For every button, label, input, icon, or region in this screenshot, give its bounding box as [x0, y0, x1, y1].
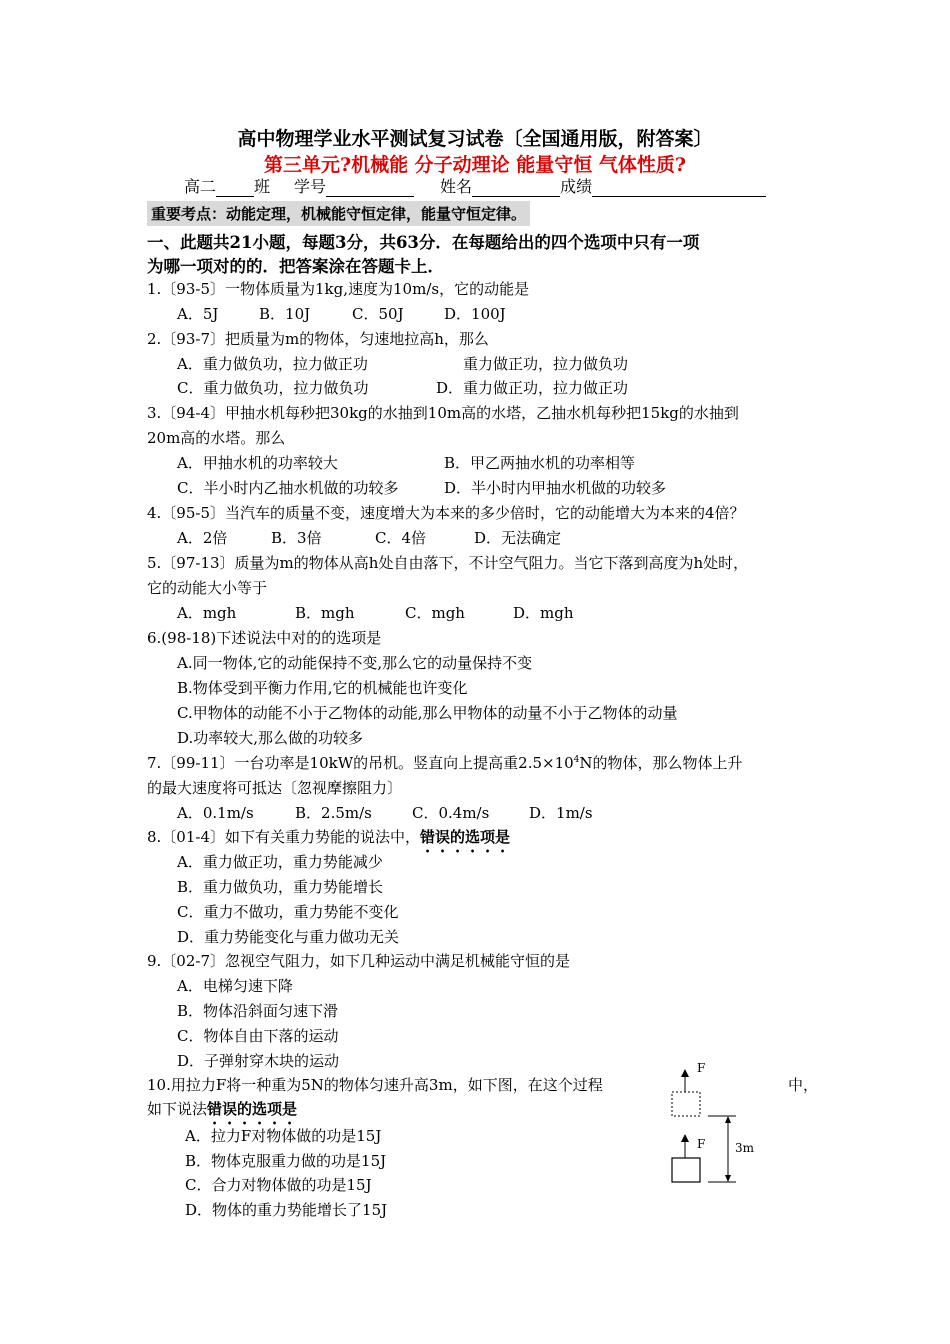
name-blank — [472, 179, 560, 197]
q9-option-c: C．物体自由下落的运动 — [177, 1027, 339, 1045]
section-heading-line1: 一、此题共21小题，每题3分，共63分．在每题给出的四个选项中只有一项 — [147, 233, 700, 252]
q3-stem-line1: 3.〔94-4〕甲抽水机每秒把30kg的水抽到10m高的水塔，乙抽水机每秒把15kg的水抽到 — [147, 404, 739, 422]
q9-option-b: B．物体沿斜面匀速下滑 — [177, 1002, 339, 1020]
q2-option-d: D．重力做正功，拉力做正功 — [436, 379, 629, 397]
height-label: 3m — [735, 1141, 755, 1155]
q1-option-c: C．50J — [352, 305, 404, 323]
q10-emphasis: 错误的选项是 — [207, 1100, 298, 1118]
q6-stem: 6.(98-18)下述说法中对的的选项是 — [147, 629, 382, 647]
q8-option-d: D．重力势能变化与重力做功无关 — [177, 928, 400, 946]
q7-stem-part2: N的物体，那么物体上升 — [579, 754, 743, 772]
force-arrowhead-top — [681, 1069, 689, 1077]
q6-option-d: D.功率较大,那么做的功较多 — [177, 729, 364, 747]
height-arrowhead-up — [725, 1116, 731, 1123]
q5-option-d: D．mgh — [513, 604, 574, 622]
q9-option-a: A．电梯匀速下降 — [177, 977, 293, 995]
q2-option-a: A．重力做负功，拉力做正功 — [177, 355, 368, 373]
q4-option-c: C．4倍 — [375, 529, 427, 547]
block-final-position — [672, 1092, 700, 1116]
student-no-label: 学号 — [294, 177, 327, 196]
q7-option-a: A．0.1m/s — [177, 804, 254, 822]
q7-stem-line2: 的最大速度将可抵达〔忽视摩擦阻力〕 — [147, 779, 403, 797]
q4-option-a: A．2倍 — [177, 529, 228, 547]
q5-option-c: C．mgh — [405, 604, 465, 622]
q10-option-b: B．物体克服重力做的功是15J — [185, 1152, 387, 1170]
q1-option-a: A．5J — [177, 305, 219, 323]
q10-option-d: D．物体的重力势能增长了15J — [185, 1201, 388, 1219]
q10-stem-line1: 10.用拉力F将一种重为5N的物体匀速升高3m，如下图，在这个过程 — [147, 1076, 603, 1094]
force-label-bottom: F — [697, 1137, 706, 1151]
q10-stem-line1-end: 中， — [788, 1076, 819, 1094]
lifting-figure — [660, 1058, 770, 1188]
block-initial-position — [672, 1158, 700, 1182]
q5-option-b: B．mgh — [295, 604, 355, 622]
q6-option-a: A.同一物体,它的动能保持不变,那么它的动量保持不变 — [177, 654, 533, 672]
q8-emphasis: 错误的选项是 — [420, 828, 511, 846]
class-blank — [216, 179, 254, 197]
q2-option-b: 重力做正功，拉力做负功 — [463, 355, 629, 373]
q7-option-b: B．2.5m/s — [295, 804, 372, 822]
q10-stem-line2 — [147, 1098, 297, 1128]
score-label: 成绩 — [560, 177, 593, 196]
q3-option-a: A．甲抽水机的功率较大 — [177, 454, 338, 472]
q4-stem: 4.〔95-5〕当汽车的质量不变，速度增大为本来的多少倍时，它的动能增大为本来的4倍？ — [147, 504, 745, 522]
q3-stem-line2: 20m高的水塔。那么 — [147, 429, 286, 447]
student-info-line — [184, 174, 766, 197]
key-points: 重要考点：动能定理，机械能守恒定律，能量守恒定律。 — [147, 201, 530, 226]
q1-option-b: B．10J — [259, 305, 311, 323]
q7-exponent: 4 — [573, 755, 580, 765]
unit-title: 第三单元?机械能 分子动理论 能量守恒 气体性质? — [263, 154, 687, 176]
q3-option-c: C．半小时内乙抽水机做的功较多 — [177, 479, 399, 497]
q7-stem-line1 — [147, 752, 743, 773]
q8-option-c: C．重力不做功，重力势能不变化 — [177, 903, 399, 921]
q5-option-a: A．mgh — [177, 604, 237, 622]
student-no-blank — [326, 179, 414, 197]
q2-stem: 2.〔93-7〕把质量为m的物体，匀速地拉高h，那么 — [147, 330, 489, 348]
q10-option-a: A．拉力F对物体做的功是15J — [185, 1127, 382, 1145]
q8-option-a: A．重力做正功，重力势能减少 — [177, 853, 383, 871]
force-label-top: F — [697, 1061, 706, 1075]
q10-option-c: C．合力对物体做的功是15J — [185, 1176, 372, 1194]
score-blank — [592, 179, 766, 197]
paper-title: 高中物理学业水平测试复习试卷〔全国通用版，附答案〕 — [237, 128, 713, 150]
q3-option-d: D．半小时内甲抽水机做的功较多 — [444, 479, 667, 497]
q5-stem-line2: 它的动能大小等于 — [147, 579, 268, 597]
name-label: 姓名 — [440, 177, 473, 196]
q6-option-b: B.物体受到平衡力作用,它的机械能也许变化 — [177, 679, 468, 697]
q1-stem: 1.〔93-5〕一物体质量为1kg,速度为10m/s，它的动能是 — [147, 280, 530, 298]
q8-stem-text: 8.〔01-4〕如下有关重力势能的说法中， — [147, 828, 421, 846]
q8-option-b: B．重力做负功，重力势能增长 — [177, 878, 384, 896]
q9-stem: 9.〔02-7〕忽视空气阻力，如下几种运动中满足机械能守恒的是 — [147, 952, 571, 970]
q7-option-d: D．1m/s — [529, 804, 593, 822]
q2-option-c: C．重力做负功，拉力做负功 — [177, 379, 369, 397]
q6-option-c: C.甲物体的动能不小于乙物体的动能,那么甲物体的动量不小于乙物体的动量 — [177, 704, 678, 722]
grade-label: 高二 — [184, 177, 217, 196]
q7-stem-part1: 7.〔99-11〕一台功率是10kW的吊机。竖直向上提高重2.5×10 — [147, 754, 574, 772]
section-heading-line2: 为哪一项对的的．把答案涂在答题卡上． — [147, 257, 444, 276]
q7-option-c: C．0.4m/s — [412, 804, 490, 822]
q1-option-d: D．100J — [444, 305, 506, 323]
q4-option-d: D．无法确定 — [474, 529, 562, 547]
height-arrowhead-down — [725, 1175, 731, 1182]
q5-stem-line1: 5.〔97-13〕质量为m的物体从高h处自由落下，不计空气阻力。当它下落到高度为h处时， — [147, 554, 749, 572]
q9-option-d: D．子弹射穿木块的运动 — [177, 1052, 340, 1070]
q3-option-b: B．甲乙两抽水机的功率相等 — [444, 454, 636, 472]
q4-option-b: B．3倍 — [271, 529, 322, 547]
q10-stem-text: 如下说法 — [147, 1100, 208, 1118]
class-label: 班 — [254, 177, 271, 196]
force-arrowhead-bottom — [681, 1134, 689, 1142]
